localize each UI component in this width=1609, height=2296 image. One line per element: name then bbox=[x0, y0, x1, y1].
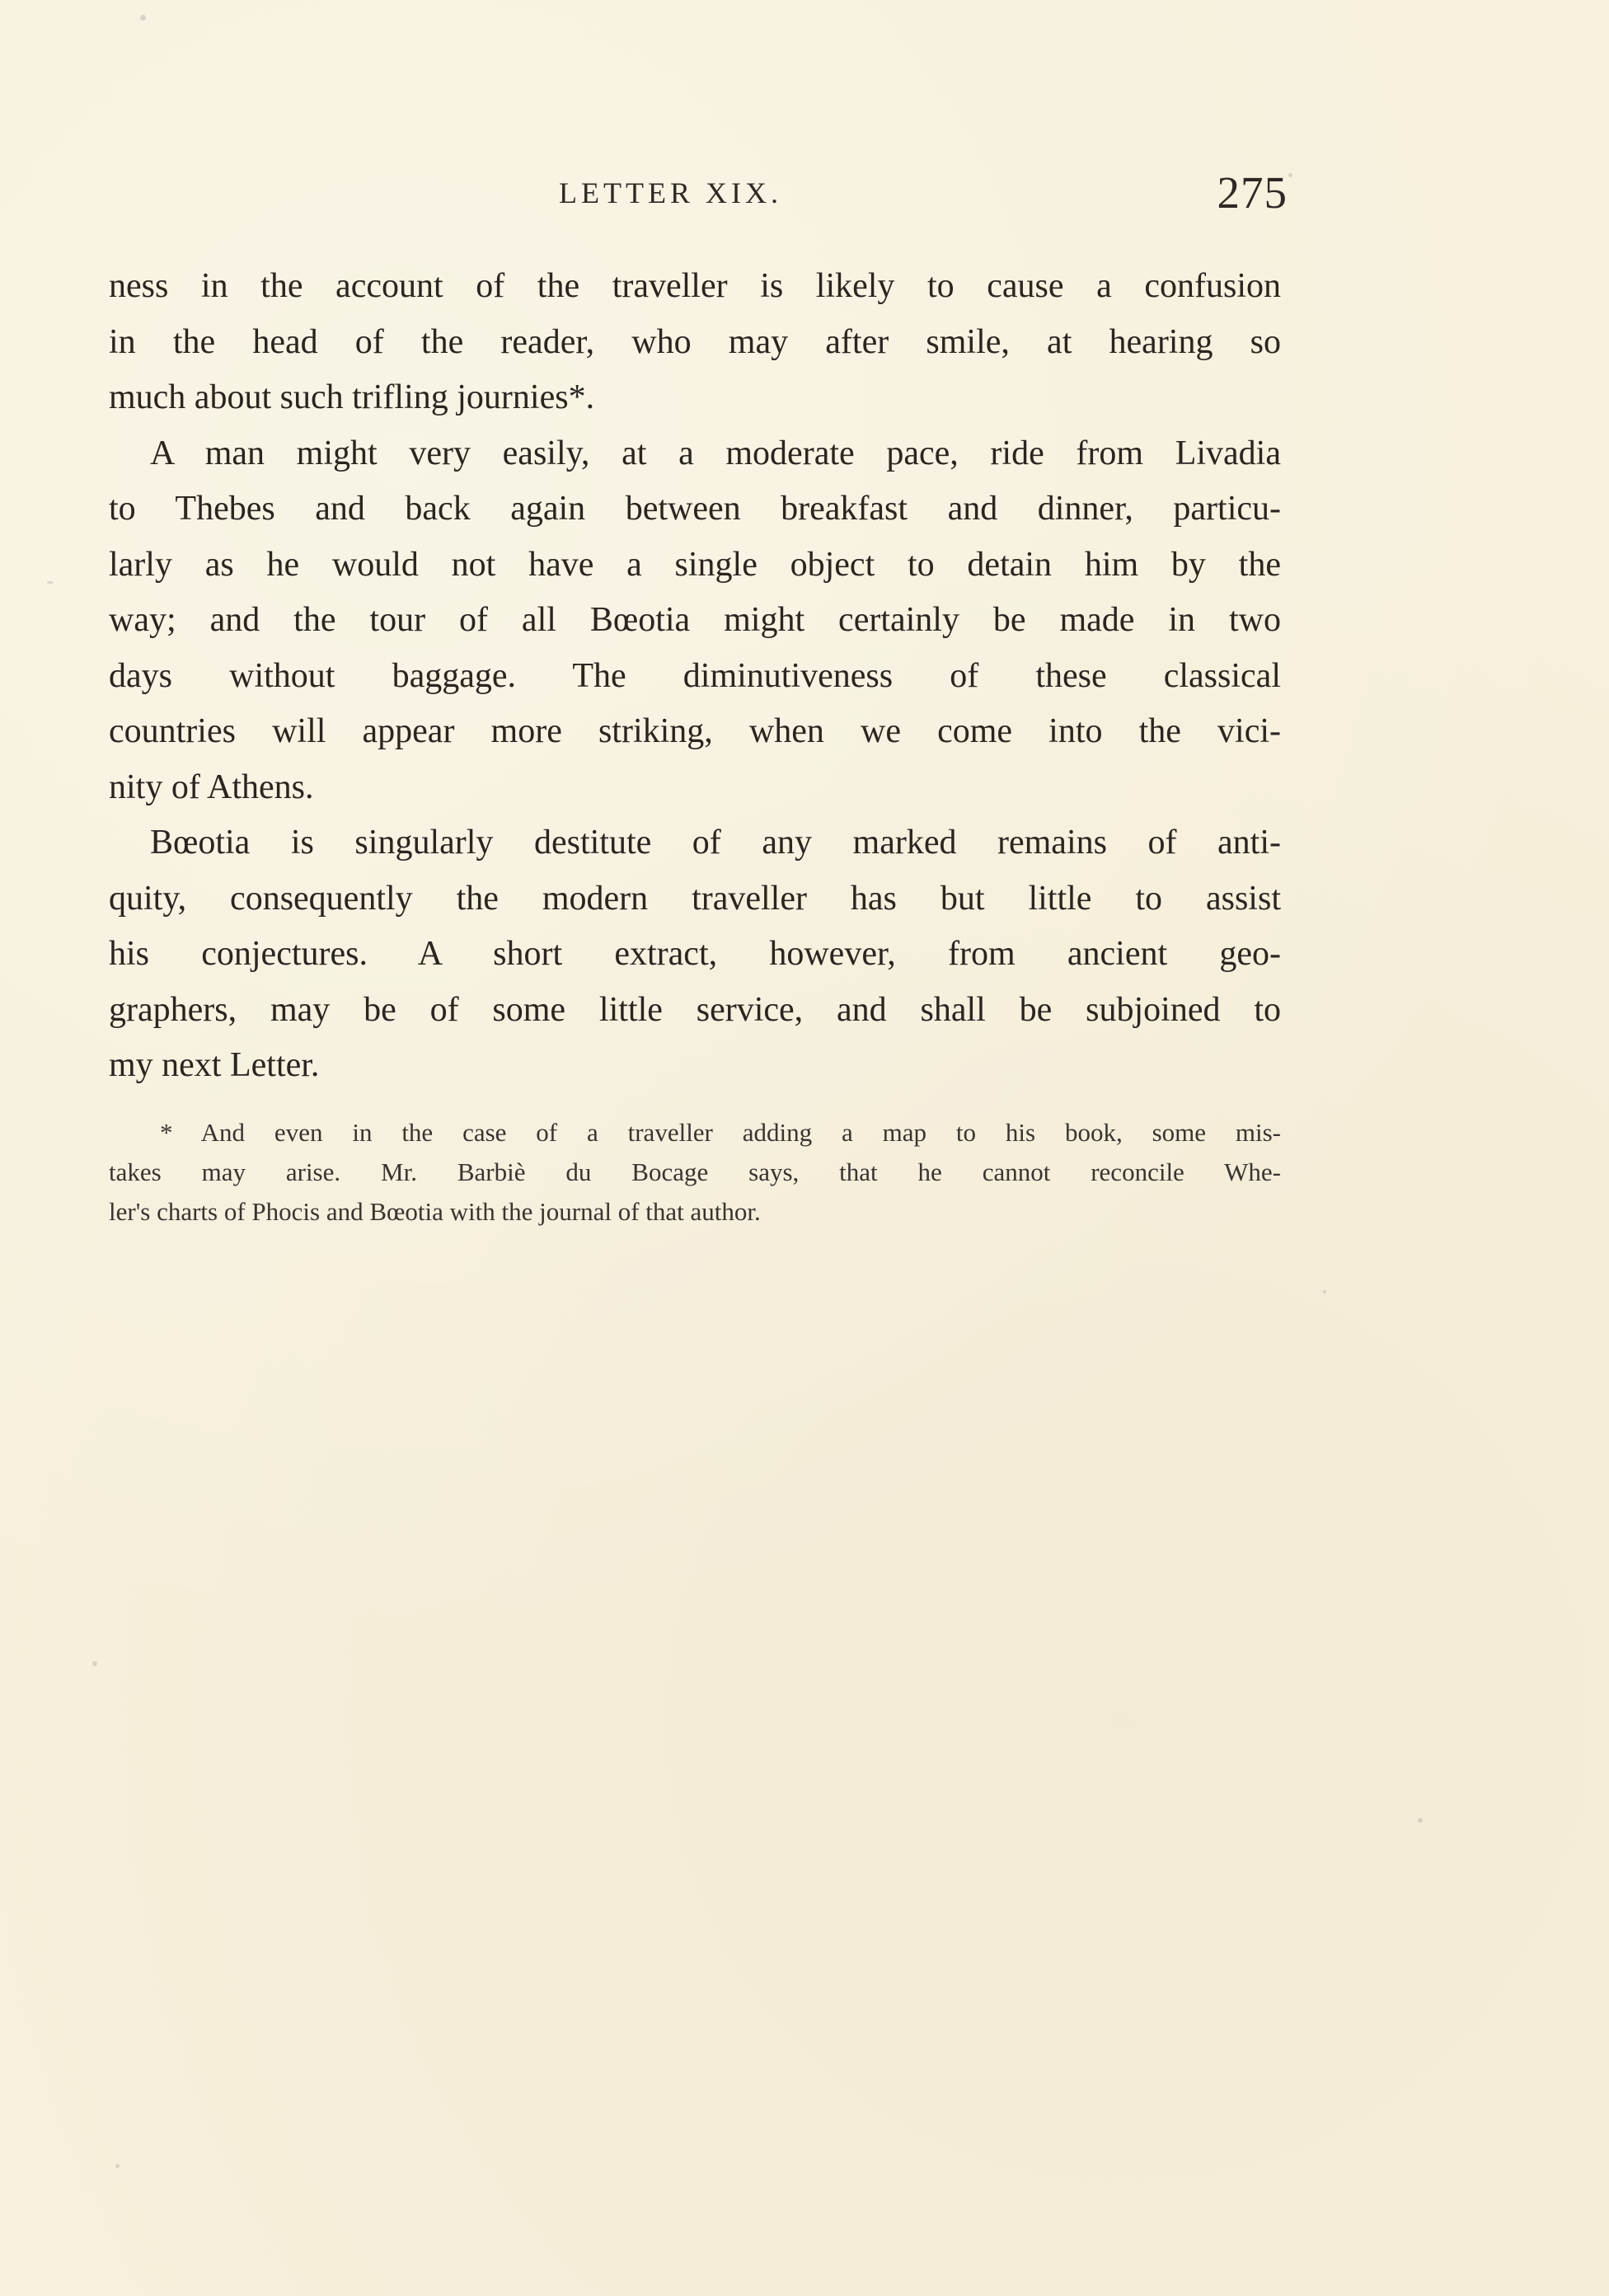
text-line: quity, consequently the modern traveller has but little to assist bbox=[109, 879, 1281, 918]
text-line: ness in the account of the traveller is likely to cause a confusion bbox=[109, 267, 1281, 305]
footnote-line: * And even in the case of a traveller adding a map to his book, some mis- bbox=[160, 1118, 1281, 1147]
footnote-line: ler's charts of Phocis and Bœotia with the journal of that author. bbox=[109, 1197, 761, 1226]
text-line: much about such trifling journies*. bbox=[109, 378, 595, 416]
text-line: Bœotia is singularly destitute of any marked remains of anti- bbox=[150, 824, 1281, 862]
paper-speck bbox=[47, 581, 54, 584]
text-line: graphers, may be of some little service, and shall be subjoined to bbox=[109, 990, 1281, 1029]
text-line: A man might very easily, at a moderate pace, ride from Livadia bbox=[150, 434, 1281, 472]
main-text bbox=[109, 259, 1281, 1094]
text-line: to Thebes and back again between breakfast and dinner, particu- bbox=[109, 490, 1281, 528]
paper-speck bbox=[1323, 1290, 1326, 1294]
running-head: LETTER XIX. bbox=[559, 176, 782, 209]
text-line: my next Letter. bbox=[109, 1046, 320, 1084]
paper-speck bbox=[115, 2164, 120, 2168]
text-line: countries will appear more striking, when we come into the vici- bbox=[109, 712, 1281, 750]
footnote-line: takes may arise. Mr. Barbiè du Bocage says, that he cannot reconcile Whe- bbox=[109, 1157, 1281, 1186]
text-line: larly as he would not have a single object to detain him by the bbox=[109, 545, 1281, 584]
paper-speck bbox=[140, 15, 146, 21]
footnote bbox=[109, 1113, 1281, 1232]
text-line: nity of Athens. bbox=[109, 768, 314, 806]
page-number: 275 bbox=[1217, 167, 1288, 218]
paper-speck bbox=[92, 1661, 97, 1666]
paper-speck bbox=[1288, 173, 1292, 177]
text-line: his conjectures. A short extract, however, from ancient geo- bbox=[109, 935, 1281, 973]
text-line: days without baggage. The diminutiveness of these classical bbox=[109, 656, 1281, 695]
text-line: way; and the tour of all Bœotia might certainly be made in two bbox=[109, 601, 1281, 639]
paper-speck bbox=[1418, 1818, 1423, 1823]
text-line: in the head of the reader, who may after smile, at hearing so bbox=[109, 322, 1281, 361]
